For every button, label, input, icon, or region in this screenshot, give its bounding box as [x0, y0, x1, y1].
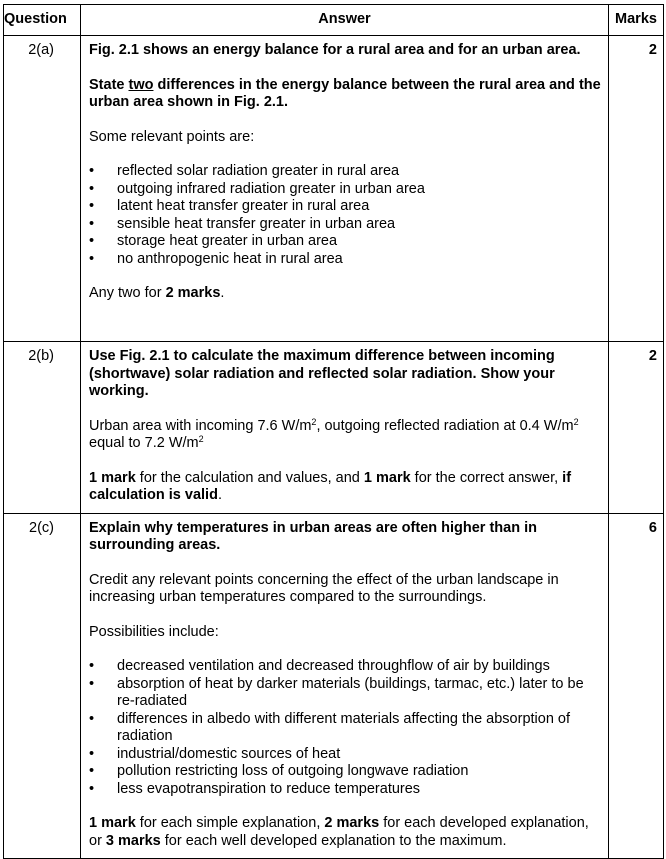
list-item: • less evapotranspiration to reduce temperatures	[89, 781, 602, 799]
marking-guidance: Any two for 2 marks.	[89, 285, 225, 301]
list-item: • no anthropogenic heat in rural area	[89, 251, 602, 269]
table-row	[4, 36, 664, 342]
list-item: • reflected solar radiation greater in rural area	[89, 163, 602, 181]
answer-intro: Some relevant points are:	[89, 128, 255, 145]
list-item: • outgoing infrared radiation greater in urban area	[89, 181, 602, 199]
marks-value: 2	[609, 342, 664, 514]
marking-guidance: 1 mark for each simple explanation, 2 marks for each developed explanation, or 3 marks for each well developed explanation to the maximum.	[89, 815, 589, 849]
answer-cell	[81, 513, 609, 859]
answer-cell	[81, 36, 609, 342]
table-row	[4, 342, 664, 514]
list-item: • sensible heat transfer greater in urban area	[89, 216, 602, 234]
header-question: Question	[4, 5, 81, 36]
marking-guidance: 1 mark for the calculation and values, and 1 mark for the correct answer, if calculation is valid.	[89, 469, 572, 503]
credit-statement: Credit any relevant points concerning the effect of the urban landscape in increasing urban temperatures compared to the surroundings.	[89, 571, 559, 605]
marks-value: 2	[609, 36, 664, 342]
question-prompt: Explain why temperatures in urban areas are often higher than in surrounding areas.	[89, 519, 537, 553]
answer-intro: Possibilities include:	[89, 623, 219, 640]
answer-text: Urban area with incoming 7.6 $W/m^2$, outgoing reflected radiation at 0.4 $W/m^2$ equal to 7.2 $W/m^2$	[89, 416, 579, 451]
mark-scheme-table	[3, 4, 664, 859]
question-prompt-state: State two differences in the energy balance between the rural area and the urban area shown in Fig. 2.1.	[89, 76, 601, 110]
header-marks: Marks	[609, 5, 664, 36]
marks-value: 6	[609, 513, 664, 859]
list-item: • storage heat greater in urban area	[89, 233, 602, 251]
answer-bullet-list	[89, 163, 602, 268]
answer-bullet-list	[89, 658, 602, 798]
question-number: 2(c)	[4, 513, 81, 859]
answer-cell	[81, 342, 609, 514]
question-prompt: Use Fig. 2.1 to calculate the maximum difference between incoming (shortwave) solar radiation and reflected solar radiation. Show your working.	[89, 348, 555, 399]
question-number: 2(a)	[4, 36, 81, 342]
table-row	[4, 513, 664, 859]
list-item: • pollution restricting loss of outgoing longwave radiation	[89, 763, 602, 781]
list-item: • industrial/domestic sources of heat	[89, 746, 602, 764]
header-answer: Answer	[81, 5, 609, 36]
header-row	[4, 5, 664, 36]
list-item: • decreased ventilation and decreased throughflow of air by buildings	[89, 658, 602, 676]
question-number: 2(b)	[4, 342, 81, 514]
list-item: • latent heat transfer greater in rural area	[89, 198, 602, 216]
list-item: • differences in albedo with different materials affecting the absorption of radiation	[89, 711, 602, 746]
question-prompt: Fig. 2.1 shows an energy balance for a rural area and for an urban area.	[89, 42, 581, 58]
list-item: • absorption of heat by darker materials (buildings, tarmac, etc.) later to be re-radiated	[89, 676, 602, 711]
